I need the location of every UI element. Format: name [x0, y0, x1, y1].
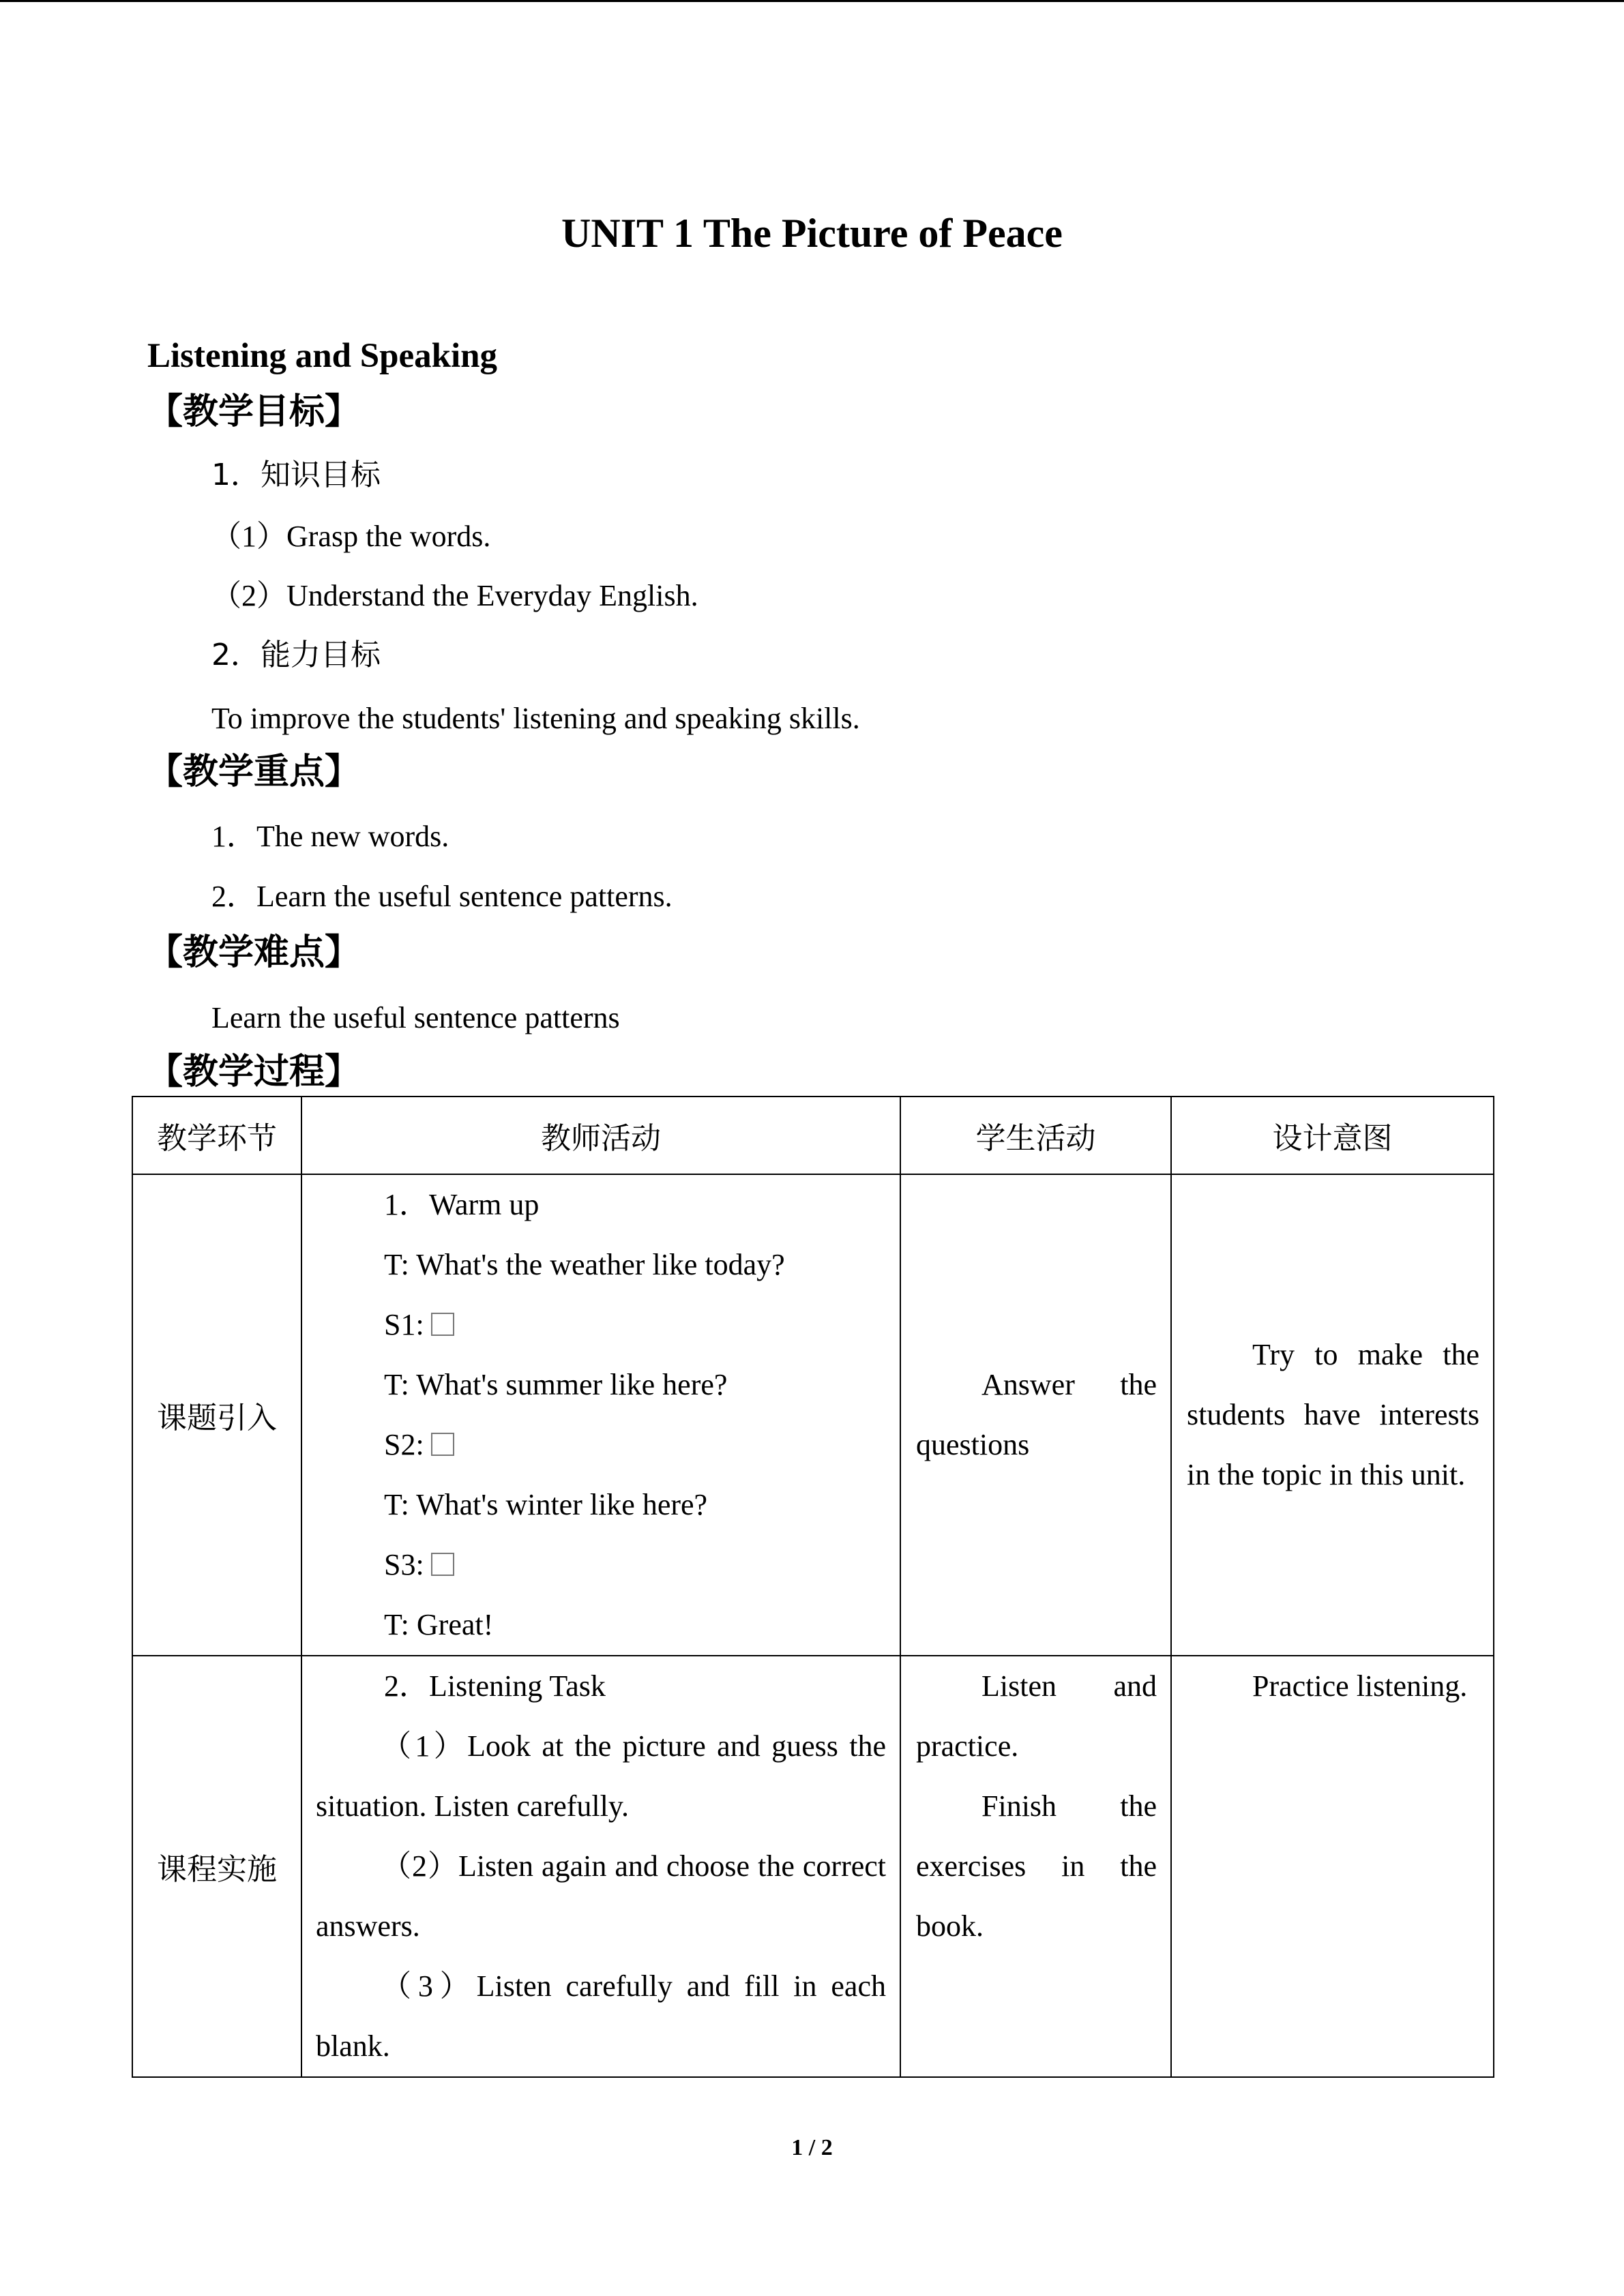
teacher-line	[384, 1535, 886, 1595]
page-number: 1 / 2	[791, 2135, 833, 2160]
teacher-line	[384, 1295, 886, 1355]
teacher-line-text: S3:	[384, 1548, 424, 1581]
teaching-process-table	[132, 1096, 1494, 2078]
header-stage: 教学环节	[132, 1097, 301, 1174]
top-border	[0, 0, 1624, 2]
student-activity-text: Finish the exercises in the book.	[916, 1789, 1157, 1943]
key-point-item: 1．The new words.	[211, 820, 449, 853]
teacher-line: T: What's winter like here?	[384, 1488, 708, 1521]
design-purpose-text: Practice listening.	[1252, 1669, 1468, 1703]
document-title: UNIT 1 The Picture of Peace	[561, 211, 1063, 256]
teacher-line: T: What's summer like here?	[384, 1368, 728, 1401]
design-purpose-cell	[1171, 1174, 1494, 1656]
design-purpose-text: Try to make the students have interests in the topic in this unit.	[1187, 1338, 1479, 1491]
answer-blank-box-icon	[431, 1433, 454, 1456]
knowledge-goal-title: 1．知识目标	[211, 458, 381, 492]
teacher-activity-cell	[301, 1174, 900, 1656]
section-heading-process: 【教学过程】	[147, 1052, 361, 1092]
section-heading-difficulties: 【教学难点】	[147, 932, 361, 973]
lesson-subtitle: Listening and Speaking	[147, 337, 498, 375]
key-point-item: 2．Learn the useful sentence patterns.	[211, 880, 673, 913]
design-purpose-cell	[1171, 1656, 1494, 2077]
table-header-row	[132, 1097, 1494, 1174]
answer-blank-box-icon	[431, 1553, 454, 1576]
student-activity-text: Answer the questions	[916, 1368, 1157, 1461]
teacher-line: 1．Warm up	[384, 1188, 540, 1221]
ability-goal-text: To improve the students' listening and speaking skills.	[211, 702, 860, 735]
knowledge-goal-item: （2）Understand the Everyday English.	[211, 579, 698, 612]
difficulty-text: Learn the useful sentence patterns	[211, 1001, 620, 1034]
section-heading-key-points: 【教学重点】	[147, 751, 361, 792]
header-design-purpose: 设计意图	[1171, 1097, 1494, 1174]
teacher-line-text: S1:	[384, 1308, 424, 1341]
table-row	[132, 1656, 1494, 2077]
ability-goal-title: 2．能力目标	[211, 638, 381, 672]
knowledge-goal-item: （1）Grasp the words.	[211, 520, 491, 553]
teacher-line: （3）Listen carefully and fill in each blank.	[316, 1969, 886, 2063]
section-heading-goals: 【教学目标】	[147, 391, 361, 432]
teacher-line: 2．Listening Task	[384, 1669, 606, 1703]
teacher-line: （2）Listen again and choose the correct answers.	[316, 1849, 886, 1943]
teacher-line: T: What's the weather like today?	[384, 1248, 785, 1281]
teacher-activity-cell	[301, 1656, 900, 2077]
header-teacher-activity: 教师活动	[301, 1097, 900, 1174]
teacher-line	[384, 1415, 886, 1475]
student-activity-text: Listen and practice.	[916, 1669, 1157, 1763]
header-student-activity: 学生活动	[900, 1097, 1171, 1174]
teacher-line: （1）Look at the picture and guess the situation. Listen carefully.	[316, 1729, 886, 1823]
answer-blank-box-icon	[431, 1313, 454, 1336]
teacher-line: T: Great!	[384, 1608, 494, 1641]
student-activity-cell	[900, 1174, 1171, 1656]
stage-cell: 课题引入	[132, 1174, 301, 1656]
stage-cell: 课程实施	[132, 1656, 301, 2077]
table-row	[132, 1174, 1494, 1656]
teacher-line-text: S2:	[384, 1428, 424, 1461]
student-activity-cell	[900, 1656, 1171, 2077]
